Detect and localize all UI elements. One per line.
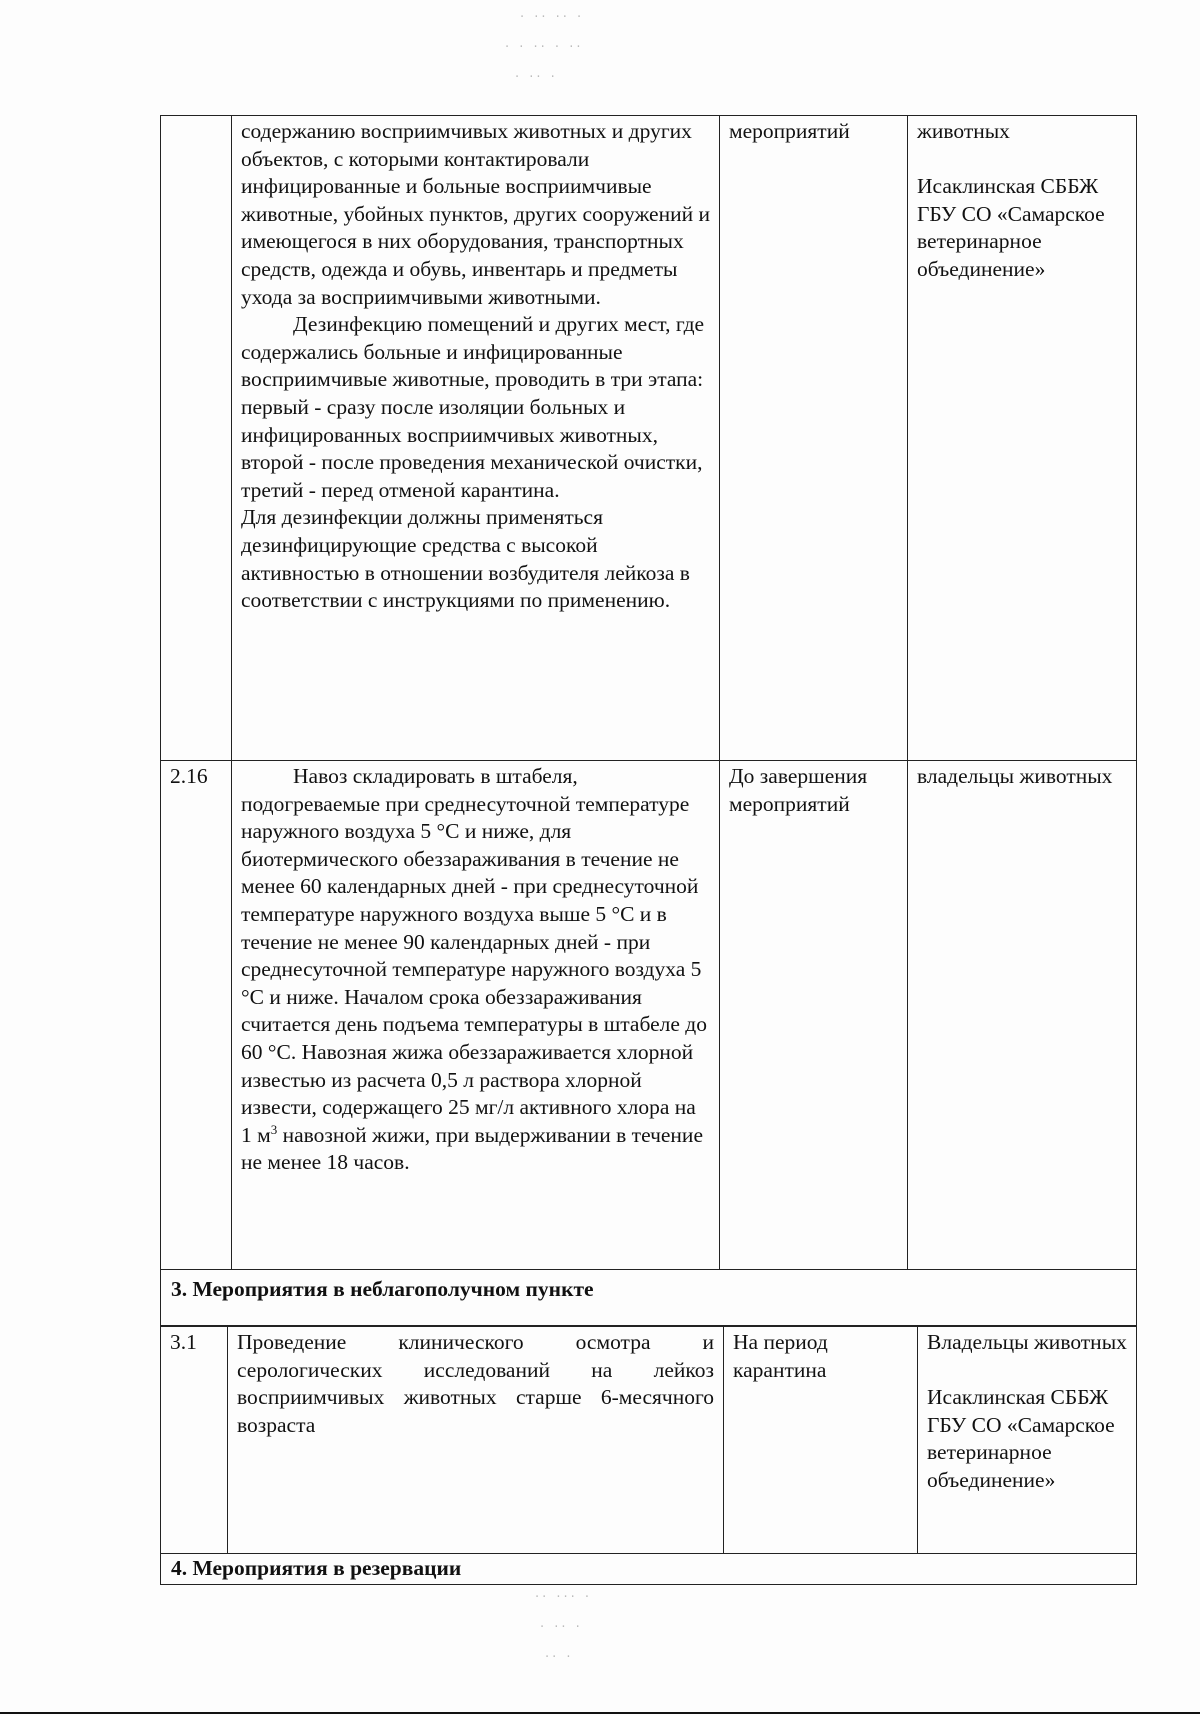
section-heading: 3. Мероприятия в неблагополучном пункте [161, 1270, 1137, 1326]
measure-responsible [908, 116, 1137, 761]
row-number [161, 116, 232, 761]
scan-artifact: · ·· ·· · [520, 10, 585, 25]
responsible-org: Исаклинская СББЖ ГБУ СО «Самарское ветеринарное объединение» [917, 174, 1105, 281]
paragraph: Для дезинфекции должны применяться дезинфицирующие средства с высокой активностью в отношении возбудителя лейкоза в соответствии с инструкциями по применению. [241, 505, 690, 613]
responsible-text: животных [917, 119, 1010, 143]
responsible-org: Исаклинская СББЖ ГБУ СО «Самарское ветеринарное объединение» [927, 1385, 1115, 1492]
row-number: 2.16 [161, 761, 232, 1270]
scan-edge-line [0, 1712, 1200, 1714]
measure-description [232, 761, 720, 1270]
scan-artifact: ·· · [545, 1650, 574, 1665]
scan-artifact: · · ·· · ·· [505, 40, 584, 55]
row-number: 3.1 [161, 1327, 228, 1554]
table-row [161, 761, 1137, 1270]
table-row [161, 116, 1137, 761]
measure-description: Проведение клинического осмотра и серологических исследований на лейкоз восприимчивых животных старше 6-месячного возраста [228, 1327, 724, 1554]
measure-term [724, 1327, 918, 1554]
measures-table-lower [160, 1326, 1137, 1585]
measure-responsible [918, 1327, 1137, 1554]
paragraph: содержанию восприимчивых животных и других объектов, с которыми контактировали инфицированные и больные восприимчивые животные, убойных пунктов, других сооружений и имеющегося в них оборудования, транспортных средств, одежда и обувь, инвентарь и предметы ухода за восприимчивыми животными. [241, 119, 710, 309]
measure-term [720, 116, 908, 761]
superscript: 3 [270, 1121, 278, 1137]
section-heading: 4. Мероприятия в резервации [161, 1554, 1137, 1585]
scan-artifact: ·· ··· · [535, 1590, 593, 1605]
paragraph-text: Навоз складировать в штабеля, подогреваемые при среднесуточной температуре наружного воздуха 5 °С и ниже, для биотермического обеззараживания в течение не менее 60 календарных дней - при среднесуточной температуре наружного воздуха выше 5 °С и в течение не менее 90 календарных дней - при среднесуточной температуре наружного воздуха 5 °С и ниже. Началом срока обеззараживания считается день подъема температуры в штабеле до 60 °С. Навозная жижа обеззараживается хлорной известью из расчета 0,5 л раствора хлорной извести, содержащего 25 мг/л активного хлора на 1 м [241, 764, 707, 1147]
section-heading-row [161, 1554, 1137, 1585]
measures-table-upper [160, 115, 1137, 1326]
term-text: На период карантина [733, 1330, 828, 1382]
paragraph: Дезинфекцию помещений и других мест, где содержались больные и инфицированные восприимчивые животные, проводить в три этапа: первый - сразу после изоляции больных и инфицированных восприимчивых животных, второй - после проведения механической очистки, третий - перед отменой карантина. [241, 312, 705, 502]
measure-term [720, 761, 908, 1270]
scan-artifact: · ·· · [515, 70, 558, 85]
paragraph [241, 763, 710, 1177]
section-heading-row [161, 1270, 1137, 1326]
responsible-text: владельцы животных [917, 764, 1113, 788]
measure-description [232, 116, 720, 761]
scan-artifact: · ·· · [540, 1620, 583, 1635]
paragraph-text: навозной жижи, при выдерживании в течение не менее 18 часов. [241, 1122, 703, 1175]
measure-responsible [908, 761, 1137, 1270]
responsible-text: Владельцы животных [927, 1330, 1127, 1354]
term-text: До завершения мероприятий [729, 764, 868, 816]
table-row [161, 1327, 1137, 1554]
term-text: мероприятий [729, 119, 850, 143]
